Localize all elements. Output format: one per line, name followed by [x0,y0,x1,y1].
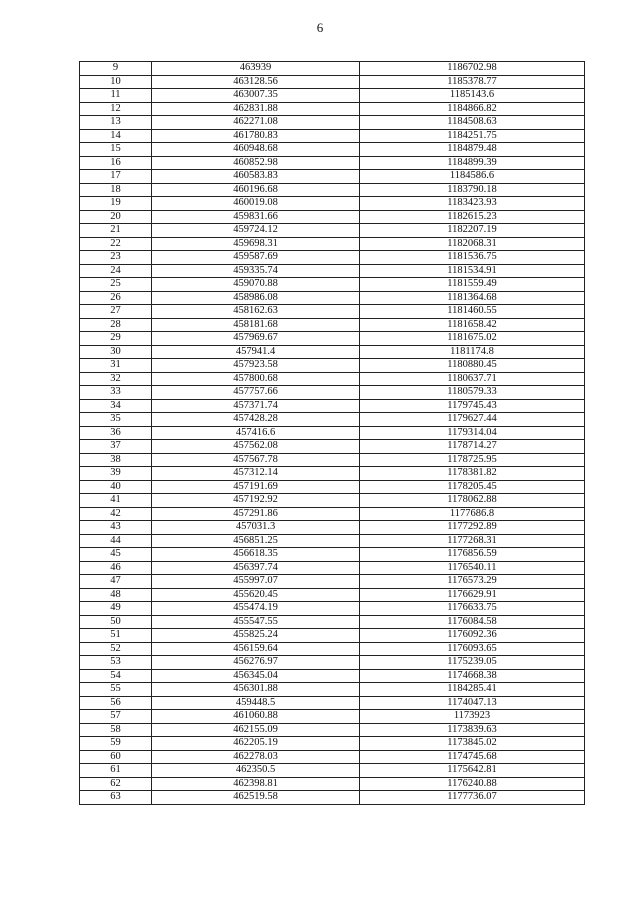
table-row [80,615,585,629]
table-row [80,156,585,170]
x-coordinate-cell: 459070.88 [152,278,360,292]
y-coordinate-cell: 1184586.6 [360,170,585,184]
table-row [80,602,585,616]
table-row [80,534,585,548]
x-coordinate-cell: 457567.78 [152,453,360,467]
x-coordinate-cell: 460196.68 [152,183,360,197]
table-row [80,561,585,575]
y-coordinate-cell: 1184899.39 [360,156,585,170]
table-row [80,710,585,724]
point-number-cell: 14 [80,129,152,143]
point-number-cell: 19 [80,197,152,211]
table-row [80,305,585,319]
point-number-cell: 55 [80,683,152,697]
y-coordinate-cell: 1177736.07 [360,791,585,805]
x-coordinate-cell: 459698.31 [152,237,360,251]
x-coordinate-cell: 457757.66 [152,386,360,400]
point-number-cell: 40 [80,480,152,494]
point-number-cell: 10 [80,75,152,89]
y-coordinate-cell: 1174047.13 [360,696,585,710]
y-coordinate-cell: 1184879.48 [360,143,585,157]
x-coordinate-cell: 460948.68 [152,143,360,157]
table-row [80,791,585,805]
x-coordinate-cell: 457192.92 [152,494,360,508]
y-coordinate-cell: 1179627.44 [360,413,585,427]
table-row [80,251,585,265]
table-row [80,386,585,400]
x-coordinate-cell: 462155.09 [152,723,360,737]
x-coordinate-cell: 457941.4 [152,345,360,359]
y-coordinate-cell: 1180579.33 [360,386,585,400]
point-number-cell: 26 [80,291,152,305]
x-coordinate-cell: 461780.83 [152,129,360,143]
table-row [80,750,585,764]
x-coordinate-cell: 456397.74 [152,561,360,575]
x-coordinate-cell: 457191.69 [152,480,360,494]
point-number-cell: 38 [80,453,152,467]
x-coordinate-cell: 457923.58 [152,359,360,373]
table-row [80,75,585,89]
table-row [80,737,585,751]
x-coordinate-cell: 459831.66 [152,210,360,224]
y-coordinate-cell: 1183790.18 [360,183,585,197]
x-coordinate-cell: 462350.5 [152,764,360,778]
table-row [80,426,585,440]
table-row [80,453,585,467]
x-coordinate-cell: 457291.86 [152,507,360,521]
table-row [80,588,585,602]
x-coordinate-cell: 458162.63 [152,305,360,319]
x-coordinate-cell: 457428.28 [152,413,360,427]
table-row [80,629,585,643]
table-row [80,764,585,778]
x-coordinate-cell: 461060.88 [152,710,360,724]
y-coordinate-cell: 1178725.95 [360,453,585,467]
point-number-cell: 46 [80,561,152,575]
x-coordinate-cell: 459724.12 [152,224,360,238]
point-number-cell: 47 [80,575,152,589]
y-coordinate-cell: 1174745.68 [360,750,585,764]
y-coordinate-cell: 1173923 [360,710,585,724]
y-coordinate-cell: 1182207.19 [360,224,585,238]
y-coordinate-cell: 1176240.88 [360,777,585,791]
x-coordinate-cell: 459587.69 [152,251,360,265]
point-number-cell: 21 [80,224,152,238]
table-row [80,62,585,76]
point-number-cell: 43 [80,521,152,535]
point-number-cell: 28 [80,318,152,332]
y-coordinate-cell: 1181559.49 [360,278,585,292]
y-coordinate-cell: 1173839.63 [360,723,585,737]
point-number-cell: 20 [80,210,152,224]
x-coordinate-cell: 457800.68 [152,372,360,386]
x-coordinate-cell: 455825.24 [152,629,360,643]
y-coordinate-cell: 1173845.02 [360,737,585,751]
y-coordinate-cell: 1184251.75 [360,129,585,143]
y-coordinate-cell: 1181364.68 [360,291,585,305]
y-coordinate-cell: 1185378.77 [360,75,585,89]
table-row [80,669,585,683]
point-number-cell: 27 [80,305,152,319]
x-coordinate-cell: 456276.97 [152,656,360,670]
y-coordinate-cell: 1184508.63 [360,116,585,130]
table-row [80,129,585,143]
y-coordinate-cell: 1181534.91 [360,264,585,278]
y-coordinate-cell: 1180880.45 [360,359,585,373]
table-row [80,89,585,103]
x-coordinate-cell: 456851.25 [152,534,360,548]
x-coordinate-cell: 462519.58 [152,791,360,805]
x-coordinate-cell: 457969.67 [152,332,360,346]
table-row [80,318,585,332]
y-coordinate-cell: 1178062.88 [360,494,585,508]
y-coordinate-cell: 1177292.89 [360,521,585,535]
point-number-cell: 32 [80,372,152,386]
y-coordinate-cell: 1182615.23 [360,210,585,224]
table-row [80,197,585,211]
y-coordinate-cell: 1176633.75 [360,602,585,616]
point-number-cell: 31 [80,359,152,373]
y-coordinate-cell: 1186702.98 [360,62,585,76]
table-row [80,777,585,791]
point-number-cell: 51 [80,629,152,643]
table-row [80,359,585,373]
coordinates-table [79,61,585,805]
y-coordinate-cell: 1179745.43 [360,399,585,413]
y-coordinate-cell: 1185143.6 [360,89,585,103]
x-coordinate-cell: 462205.19 [152,737,360,751]
table-row [80,291,585,305]
y-coordinate-cell: 1176856.59 [360,548,585,562]
point-number-cell: 22 [80,237,152,251]
x-coordinate-cell: 457031.3 [152,521,360,535]
table-row [80,116,585,130]
point-number-cell: 34 [80,399,152,413]
table-row [80,224,585,238]
point-number-cell: 33 [80,386,152,400]
table-row [80,507,585,521]
x-coordinate-cell: 457562.08 [152,440,360,454]
table-row [80,264,585,278]
table-row [80,183,585,197]
table-row [80,237,585,251]
table-row [80,332,585,346]
point-number-cell: 23 [80,251,152,265]
point-number-cell: 50 [80,615,152,629]
point-number-cell: 62 [80,777,152,791]
point-number-cell: 58 [80,723,152,737]
point-number-cell: 30 [80,345,152,359]
x-coordinate-cell: 458986.08 [152,291,360,305]
y-coordinate-cell: 1178205.45 [360,480,585,494]
x-coordinate-cell: 459335.74 [152,264,360,278]
table-row [80,440,585,454]
table-row [80,278,585,292]
table-row [80,170,585,184]
y-coordinate-cell: 1176092.36 [360,629,585,643]
table-row [80,642,585,656]
x-coordinate-cell: 457371.74 [152,399,360,413]
x-coordinate-cell: 456345.04 [152,669,360,683]
point-number-cell: 16 [80,156,152,170]
table-row [80,399,585,413]
table-row [80,656,585,670]
point-number-cell: 53 [80,656,152,670]
point-number-cell: 54 [80,669,152,683]
point-number-cell: 15 [80,143,152,157]
table-row [80,683,585,697]
table-row [80,575,585,589]
point-number-cell: 39 [80,467,152,481]
y-coordinate-cell: 1176540.11 [360,561,585,575]
point-number-cell: 24 [80,264,152,278]
point-number-cell: 17 [80,170,152,184]
point-number-cell: 37 [80,440,152,454]
table-row [80,345,585,359]
table-row [80,372,585,386]
y-coordinate-cell: 1174668.38 [360,669,585,683]
x-coordinate-cell: 456618.35 [152,548,360,562]
x-coordinate-cell: 455997.07 [152,575,360,589]
y-coordinate-cell: 1176093.65 [360,642,585,656]
y-coordinate-cell: 1184285.41 [360,683,585,697]
point-number-cell: 52 [80,642,152,656]
table-row [80,696,585,710]
table-row [80,413,585,427]
y-coordinate-cell: 1180637.71 [360,372,585,386]
x-coordinate-cell: 462278.03 [152,750,360,764]
table-row [80,467,585,481]
point-number-cell: 59 [80,737,152,751]
point-number-cell: 57 [80,710,152,724]
y-coordinate-cell: 1179314.04 [360,426,585,440]
point-number-cell: 48 [80,588,152,602]
y-coordinate-cell: 1178714.27 [360,440,585,454]
x-coordinate-cell: 457416.6 [152,426,360,440]
table-row [80,480,585,494]
table-row [80,521,585,535]
point-number-cell: 35 [80,413,152,427]
y-coordinate-cell: 1177268.31 [360,534,585,548]
x-coordinate-cell: 455620.45 [152,588,360,602]
point-number-cell: 42 [80,507,152,521]
x-coordinate-cell: 462831.88 [152,102,360,116]
point-number-cell: 11 [80,89,152,103]
point-number-cell: 41 [80,494,152,508]
y-coordinate-cell: 1175239.05 [360,656,585,670]
point-number-cell: 44 [80,534,152,548]
x-coordinate-cell: 463128.56 [152,75,360,89]
y-coordinate-cell: 1181174.8 [360,345,585,359]
point-number-cell: 60 [80,750,152,764]
y-coordinate-cell: 1183423.93 [360,197,585,211]
x-coordinate-cell: 455474.19 [152,602,360,616]
point-number-cell: 56 [80,696,152,710]
table-row [80,102,585,116]
point-number-cell: 9 [80,62,152,76]
x-coordinate-cell: 460852.98 [152,156,360,170]
point-number-cell: 12 [80,102,152,116]
x-coordinate-cell: 462398.81 [152,777,360,791]
point-number-cell: 63 [80,791,152,805]
y-coordinate-cell: 1175642.81 [360,764,585,778]
x-coordinate-cell: 456301.88 [152,683,360,697]
x-coordinate-cell: 457312.14 [152,467,360,481]
page-number: 6 [316,20,324,35]
y-coordinate-cell: 1176084.58 [360,615,585,629]
point-number-cell: 49 [80,602,152,616]
y-coordinate-cell: 1176573.29 [360,575,585,589]
y-coordinate-cell: 1181460.55 [360,305,585,319]
point-number-cell: 18 [80,183,152,197]
x-coordinate-cell: 463939 [152,62,360,76]
y-coordinate-cell: 1178381.82 [360,467,585,481]
point-number-cell: 61 [80,764,152,778]
y-coordinate-cell: 1177686.8 [360,507,585,521]
y-coordinate-cell: 1182068.31 [360,237,585,251]
coordinates-table-body [80,62,585,805]
y-coordinate-cell: 1181675.02 [360,332,585,346]
x-coordinate-cell: 460019.08 [152,197,360,211]
point-number-cell: 36 [80,426,152,440]
x-coordinate-cell: 455547.55 [152,615,360,629]
y-coordinate-cell: 1181658.42 [360,318,585,332]
x-coordinate-cell: 463007.35 [152,89,360,103]
y-coordinate-cell: 1184866.82 [360,102,585,116]
table-row [80,723,585,737]
y-coordinate-cell: 1176629.91 [360,588,585,602]
x-coordinate-cell: 462271.08 [152,116,360,130]
table-row [80,143,585,157]
table-row [80,494,585,508]
point-number-cell: 25 [80,278,152,292]
point-number-cell: 45 [80,548,152,562]
x-coordinate-cell: 459448.5 [152,696,360,710]
table-row [80,548,585,562]
table-row [80,210,585,224]
x-coordinate-cell: 456159.64 [152,642,360,656]
point-number-cell: 29 [80,332,152,346]
point-number-cell: 13 [80,116,152,130]
x-coordinate-cell: 458181.68 [152,318,360,332]
y-coordinate-cell: 1181536.75 [360,251,585,265]
x-coordinate-cell: 460583.83 [152,170,360,184]
